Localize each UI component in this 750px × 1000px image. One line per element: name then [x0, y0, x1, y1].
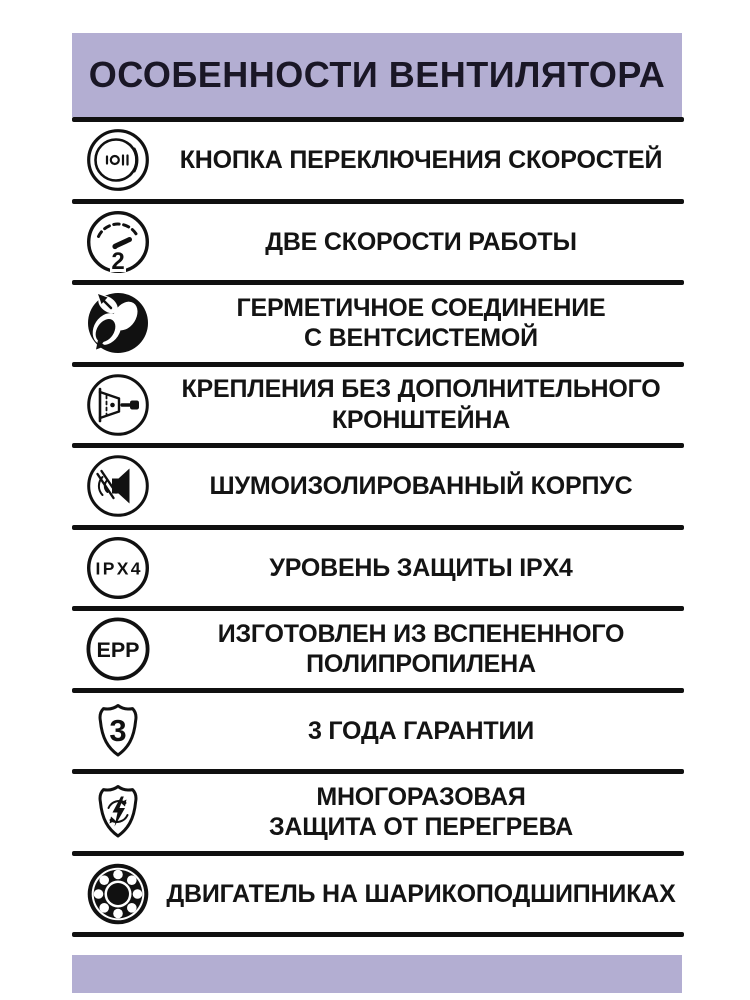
features-list	[72, 117, 684, 937]
ipx4-protection-icon	[72, 535, 164, 601]
feature-text-line: ДВЕ СКОРОСТИ РАБОТЫ	[265, 227, 577, 256]
noise-insulated-speaker-icon	[72, 453, 164, 519]
bracket-free-mounting-icon	[72, 372, 164, 438]
feature-text-line: С ВЕНТСИСТЕМОЙ	[304, 324, 538, 353]
feature-text	[164, 782, 684, 843]
feature-row	[72, 122, 684, 199]
epp-material-icon	[72, 616, 164, 682]
feature-text-line: ЗАЩИТА ОТ ПЕРЕГРЕВА	[268, 813, 574, 842]
header-band	[72, 33, 682, 117]
feature-text	[164, 879, 684, 910]
feature-row	[72, 530, 684, 607]
feature-text	[164, 227, 684, 258]
feature-row	[72, 774, 684, 851]
two-speeds-gauge-icon	[72, 209, 164, 275]
feature-text-line: ГЕРМЕТИЧНОЕ СОЕДИНЕНИЕ	[236, 293, 606, 322]
svg-text:3: 3	[109, 712, 127, 748]
feature-text-line: КРЕПЛЕНИЯ БЕЗ ДОПОЛНИТЕЛЬНОГО	[181, 375, 661, 404]
speed-switch-button-icon	[72, 127, 164, 193]
overheat-protection-shield-icon	[72, 779, 164, 845]
feature-text	[164, 293, 684, 354]
svg-text:IPX4: IPX4	[95, 558, 141, 579]
feature-row	[72, 448, 684, 525]
feature-text-line: 3 ГОДА ГАРАНТИИ	[307, 716, 535, 745]
feature-row	[72, 367, 684, 444]
feature-text-line: МНОГОРАЗОВАЯ	[316, 782, 526, 811]
svg-text:EPP: EPP	[96, 638, 140, 663]
feature-text	[164, 471, 684, 502]
feature-text	[164, 553, 684, 584]
svg-text:2: 2	[111, 247, 125, 275]
feature-text-line: УРОВЕНЬ ЗАЩИТЫ IPX4	[269, 553, 573, 582]
feature-text-line: КРОНШТЕЙНА	[331, 405, 511, 434]
footer-band	[72, 955, 682, 993]
feature-text	[164, 374, 684, 435]
feature-text	[164, 619, 684, 680]
feature-text-line: ПОЛИПРОПИЛЕНА	[306, 650, 536, 679]
feature-text-line: КНОПКА ПЕРЕКЛЮЧЕНИЯ СКОРОСТЕЙ	[179, 146, 663, 174]
feature-row	[72, 856, 684, 933]
feature-row	[72, 693, 684, 770]
feature-text-line: ДВИГАТЕЛЬ НА ШАРИКОПОДШИПНИКАХ	[166, 879, 676, 908]
ball-bearing-icon	[72, 861, 164, 927]
feature-row	[72, 204, 684, 281]
warranty-shield-icon	[72, 698, 164, 764]
divider-line	[72, 932, 684, 937]
feature-text-line: ИЗГОТОВЛЕН ИЗ ВСПЕНЕННОГО	[217, 619, 625, 648]
feature-text	[164, 716, 684, 747]
feature-row	[72, 611, 684, 688]
page-title: ОСОБЕННОСТИ ВЕНТИЛЯТОРА	[88, 54, 666, 95]
duct-connection-icon	[72, 290, 164, 356]
feature-text-line: ШУМОИЗОЛИРОВАННЫЙ КОРПУС	[209, 472, 633, 500]
feature-row	[72, 285, 684, 362]
feature-text	[164, 145, 684, 176]
